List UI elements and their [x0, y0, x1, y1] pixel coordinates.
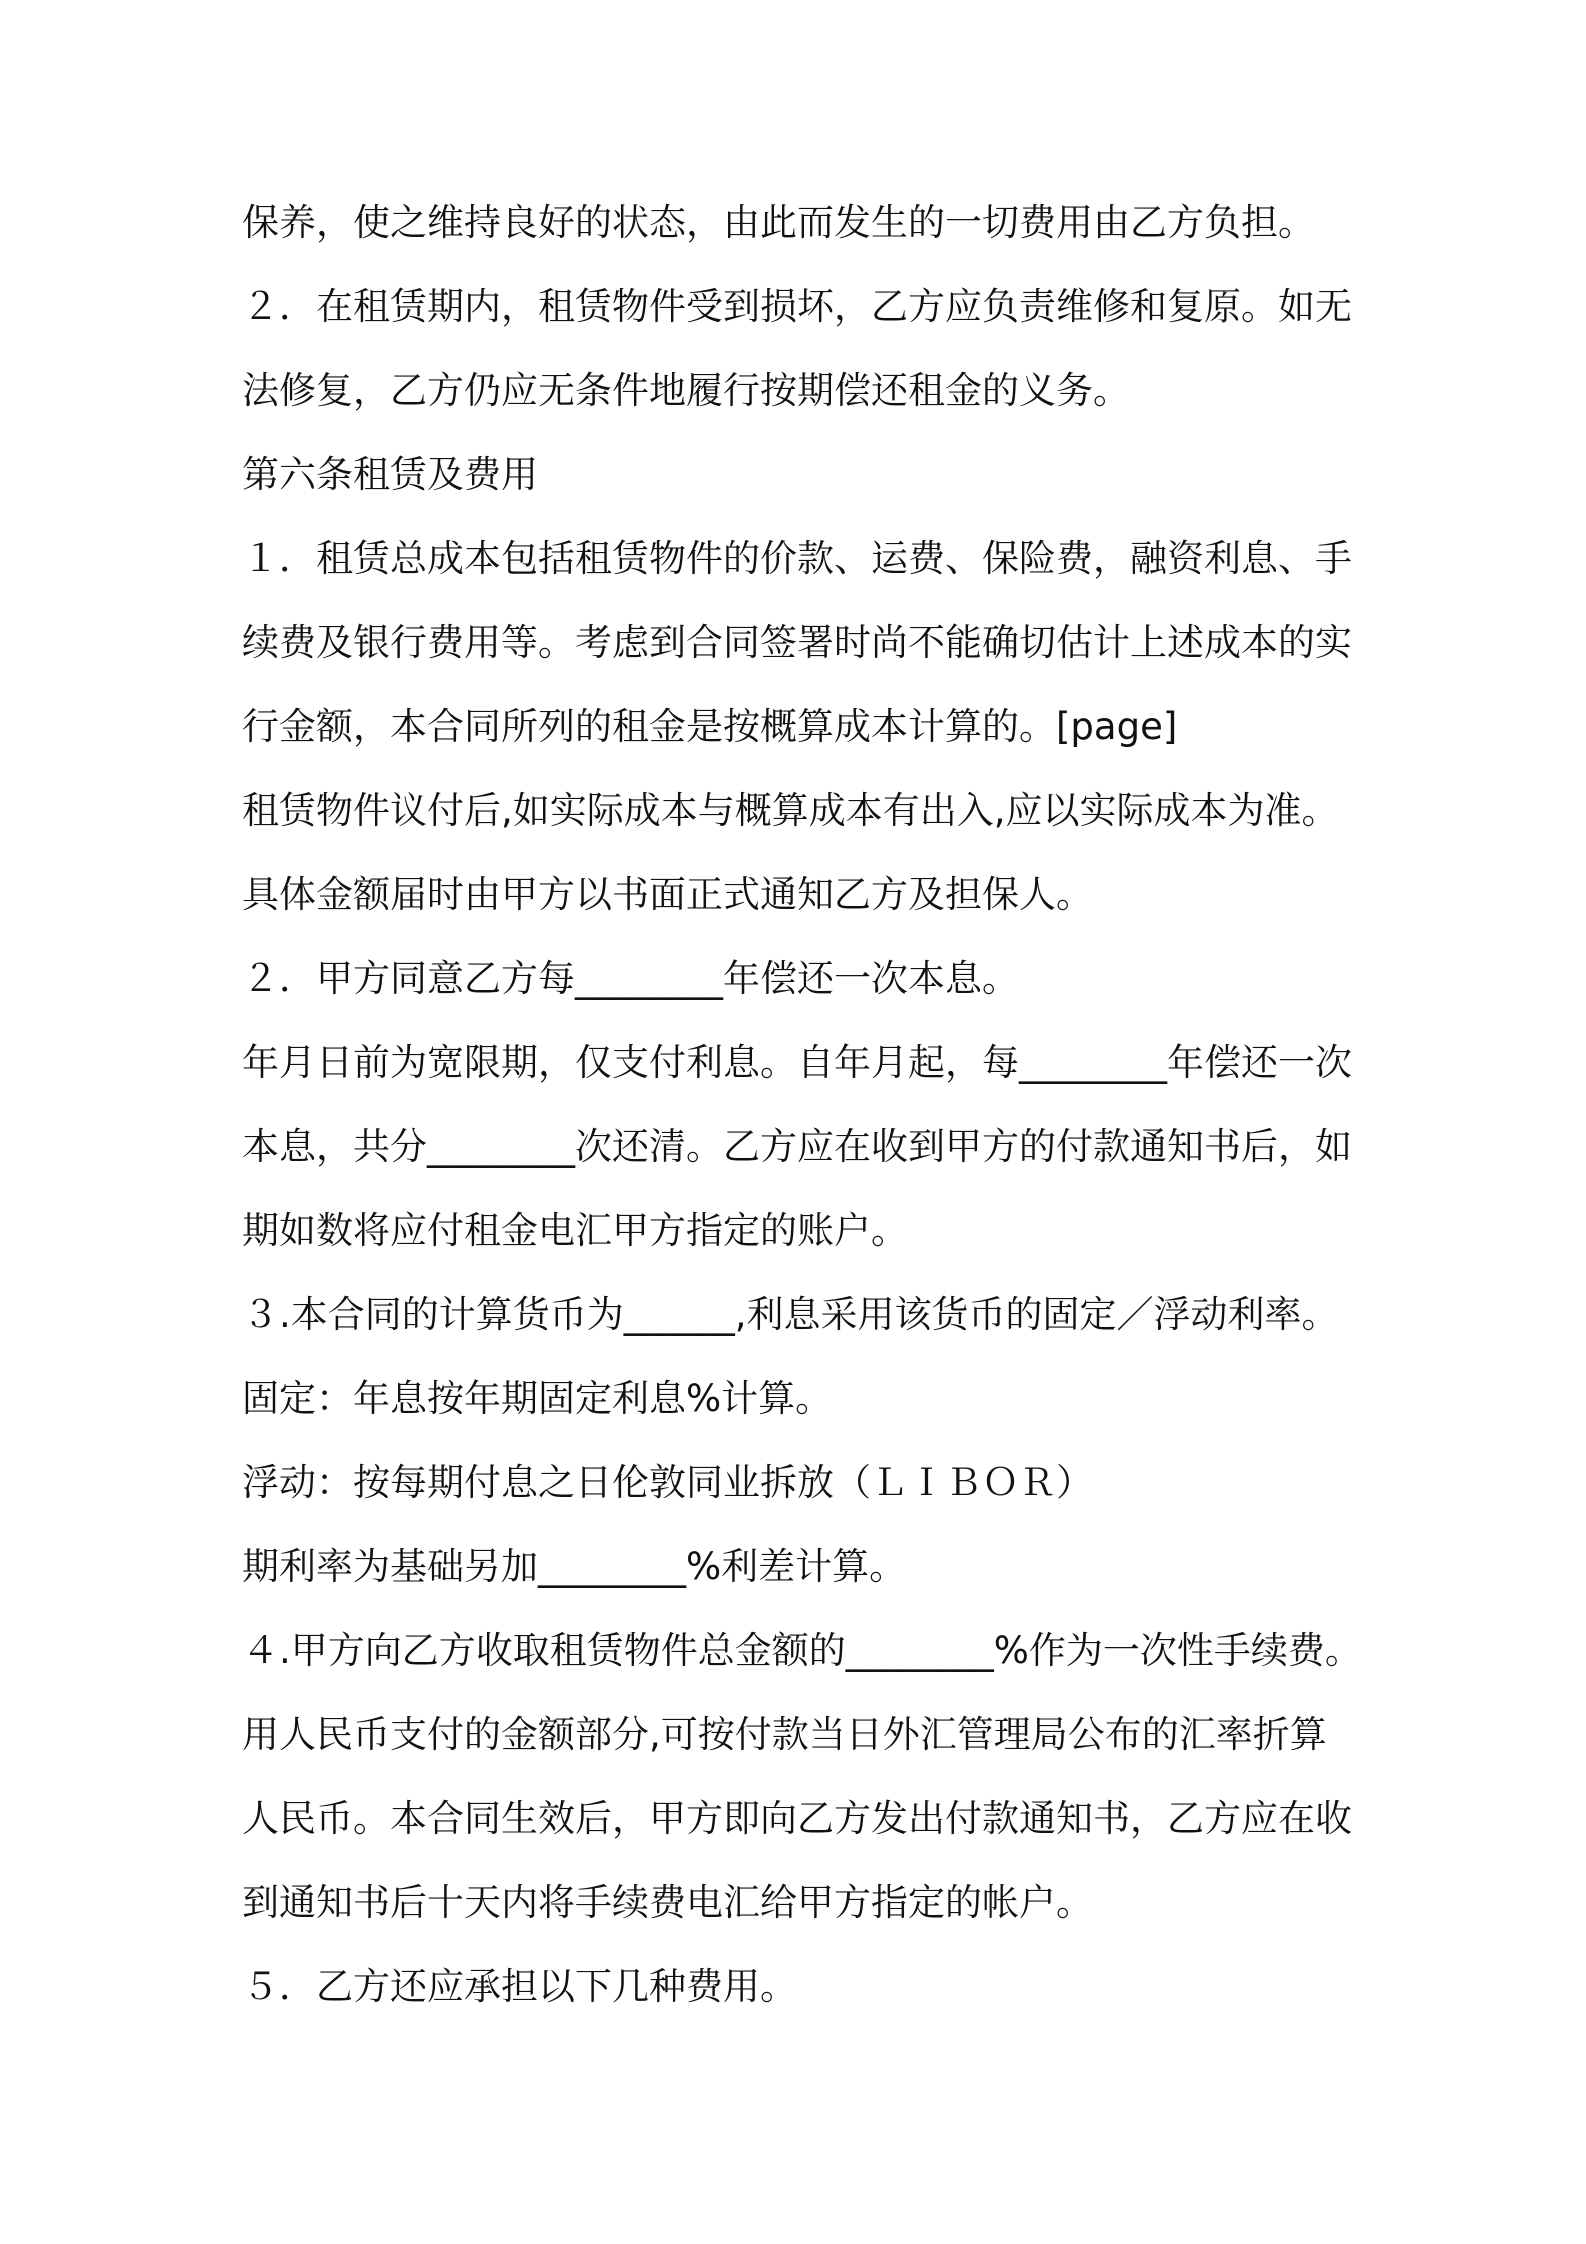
paragraph-line: 行金额，本合同所列的租金是按概算成本计算的。[page] [242, 705, 1178, 748]
paragraph-line: 具体金额届时由甲方以书面正式通知乙方及担保人。 [242, 873, 1093, 916]
paragraph-line: 到通知书后十天内将手续费电汇给甲方指定的帐户。 [242, 1881, 1093, 1924]
document-body [242, 181, 1542, 2029]
section-heading: 第六条租赁及费用 [242, 453, 538, 496]
paragraph-line: ２．甲方同意乙方每________年偿还一次本息。 [242, 957, 1019, 1000]
paragraph-line: 浮动：按每期付息之日伦敦同业拆放（ＬＩＢＯＲ） [242, 1461, 1093, 1504]
paragraph-line: 期如数将应付租金电汇甲方指定的账户。 [242, 1209, 908, 1252]
paragraph-line: 续费及银行费用等。考虑到合同签署时尚不能确切估计上述成本的实 [242, 621, 1352, 664]
paragraph-line: 人民币。本合同生效后，甲方即向乙方发出付款通知书，乙方应在收 [242, 1797, 1352, 1840]
paragraph-line: 法修复，乙方仍应无条件地履行按期偿还租金的义务。 [242, 369, 1130, 412]
paragraph-line: ５．乙方还应承担以下几种费用。 [242, 1965, 797, 2008]
paragraph-line: 期利率为基础另加________%利差计算。 [242, 1545, 907, 1588]
paragraph-line: ４.甲方向乙方收取租赁物件总金额的________%作为一次性手续费。 [242, 1629, 1362, 1672]
paragraph-line: 固定：年息按年期固定利息%计算。 [242, 1377, 833, 1420]
paragraph-line: 租赁物件议付后,如实际成本与概算成本有出入,应以实际成本为准。 [242, 789, 1339, 832]
paragraph-line: ３.本合同的计算货币为______,利息采用该货币的固定／浮动利率。 [242, 1293, 1339, 1336]
paragraph-line: 保养，使之维持良好的状态，由此而发生的一切费用由乙方负担。 [242, 201, 1315, 244]
paragraph-line: 年月日前为宽限期，仅支付利息。自年月起，每________年偿还一次 [242, 1041, 1352, 1084]
paragraph-line: ２．在租赁期内，租赁物件受到损坏，乙方应负责维修和复原。如无 [242, 285, 1352, 328]
paragraph-line: 本息，共分________次还清。乙方应在收到甲方的付款通知书后，如 [242, 1125, 1352, 1168]
paragraph-line: １．租赁总成本包括租赁物件的价款、运费、保险费，融资利息、手 [242, 537, 1352, 580]
paragraph-line: 用人民币支付的金额部分,可按付款当日外汇管理局公布的汇率折算 [242, 1713, 1327, 1756]
